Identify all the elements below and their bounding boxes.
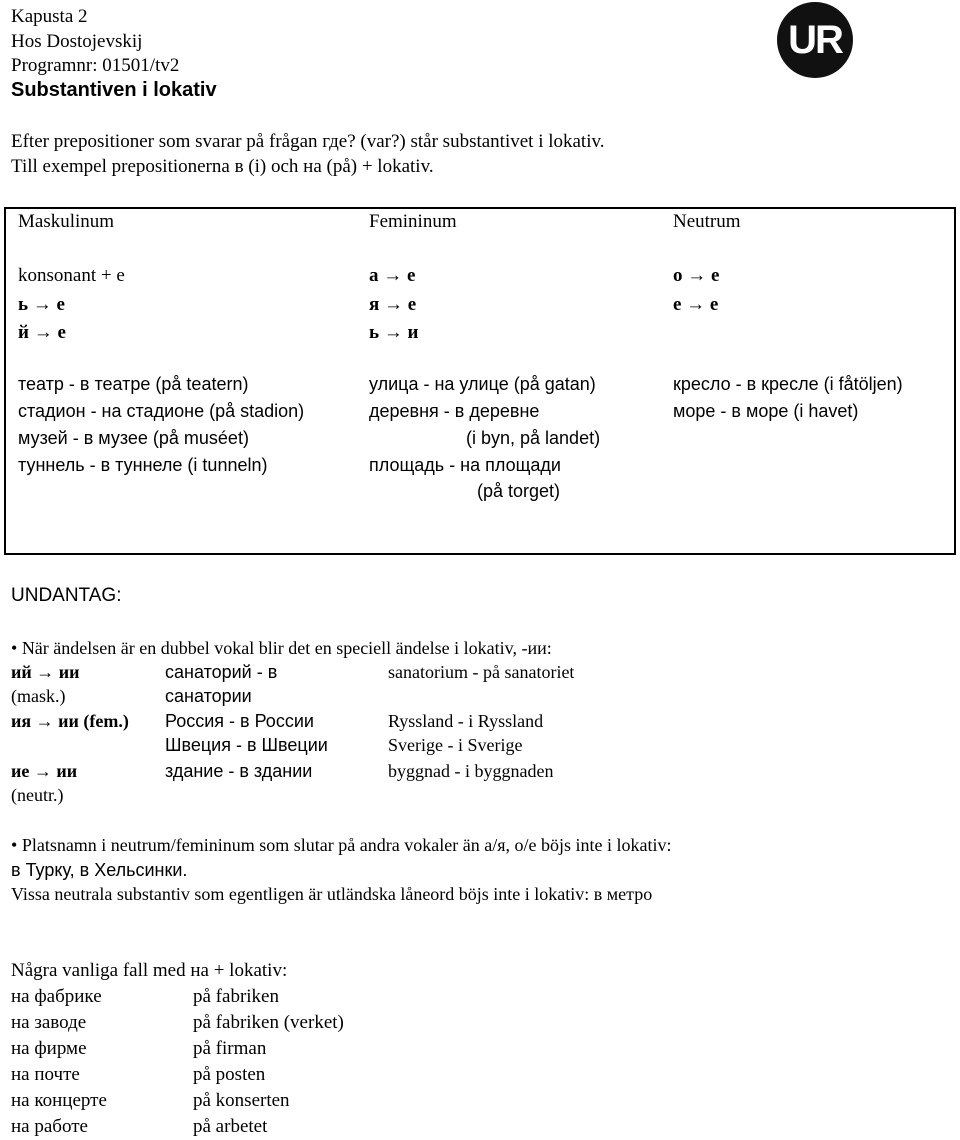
- fem-example: улица - на улице (på gatan): [369, 374, 596, 394]
- common-ru: на заводе: [11, 1012, 87, 1033]
- common-sv: på firman: [193, 1038, 267, 1059]
- exc-swedish: Ryssland - i Ryssland: [388, 711, 544, 731]
- header-femininum: Femininum: [369, 211, 457, 232]
- masc-example: стадион - на стадионе (på stadion): [18, 401, 305, 421]
- fem-rule: а → е: [369, 265, 416, 286]
- fem-rule: я → е: [369, 294, 417, 315]
- neut-rule: о → е: [673, 265, 720, 286]
- exc-russian: Швеция - в Швеции: [165, 735, 328, 755]
- fem-example: (på torget): [477, 481, 561, 501]
- fem-example: деревня - в деревне: [369, 401, 540, 421]
- masc-rule: konsonant + е: [18, 265, 125, 286]
- neut-example: кресло - в кресле (i fåtöljen): [673, 374, 903, 394]
- exceptions-title: UNDANTAG:: [11, 585, 122, 606]
- common-ru: на почте: [11, 1064, 80, 1085]
- masc-rule: ь → е: [18, 294, 65, 315]
- masc-example: театр - в театре (på teatern): [18, 374, 249, 394]
- masc-example: музей - в музее (på muséet): [18, 428, 249, 448]
- common-ru: на концерте: [11, 1090, 107, 1111]
- fem-rule: ь → и: [369, 322, 419, 343]
- header-maskulinum: Maskulinum: [18, 211, 115, 232]
- ur-logo: UR: [777, 2, 853, 78]
- common-sv: på posten: [193, 1064, 266, 1085]
- header-neutrum: Neutrum: [673, 211, 741, 232]
- neut-example: море - в море (i havet): [673, 401, 859, 421]
- exc-russian: здание - в здании: [165, 761, 313, 781]
- common-sv: på fabriken: [193, 986, 279, 1007]
- exc-swedish: byggnad - i byggnaden: [388, 761, 554, 781]
- header-line-2: Hos Dostojevskij: [11, 31, 143, 52]
- common-sv: på konserten: [193, 1090, 290, 1111]
- exc-rule: ий → ии: [11, 662, 80, 682]
- exc-swedish: Sverige - i Sverige: [388, 735, 523, 755]
- exc-rule-note: (neutr.): [11, 785, 64, 805]
- exc-rule: ия → ии (fem.): [11, 711, 129, 731]
- intro-line-2: Till exempel prepositionerna в (i) och на (på) + lokativ.: [11, 156, 434, 177]
- exceptions-bullet-1: • När ändelsen är en dubbel vokal blir det en speciell ändelse i lokativ, -ии:: [11, 636, 552, 660]
- common-sv: på fabriken (verket): [193, 1012, 344, 1033]
- common-ru: на фабрике: [11, 986, 102, 1007]
- common-ru: на фирме: [11, 1038, 87, 1059]
- masc-rule: й → е: [18, 322, 66, 343]
- exc-russian: санатории: [165, 686, 252, 706]
- common-title: Några vanliga fall med на + lokativ:: [11, 960, 288, 981]
- exc-russian: Россия - в России: [165, 711, 314, 731]
- exceptions-bullet-2: • Platsnamn i neutrum/femininum som slutar på andra vokaler än а/я, о/е böjs inte i lokativ:: [11, 833, 671, 857]
- exc-russian: санаторий - в: [165, 662, 278, 682]
- exc-swedish: sanatorium - på sanatoriet: [388, 662, 575, 682]
- header-line-1: Kapusta 2: [11, 6, 88, 27]
- loanword-note: Vissa neutrala substantiv som egentligen är utländska låneord böjs inte i lokativ: в метро: [11, 884, 653, 904]
- place-name-examples: в Турку, в Хельсинки.: [11, 860, 188, 880]
- fem-example: (i byn, på landet): [466, 428, 601, 448]
- masc-example: туннель - в туннеле (i tunneln): [18, 455, 268, 475]
- neut-rule: е → е: [673, 294, 719, 315]
- exc-rule-note: (mask.): [11, 686, 66, 706]
- fem-example: площадь - на площади: [369, 455, 561, 475]
- page-title: Substantiven i lokativ: [11, 79, 217, 101]
- intro-line-1: Efter prepositioner som svarar på frågan где? (var?) står substantivet i lokativ.: [11, 131, 605, 152]
- header-line-3: Programnr: 01501/tv2: [11, 55, 180, 76]
- exc-rule: ие → ии: [11, 761, 78, 781]
- common-ru: на работе: [11, 1116, 88, 1137]
- common-sv: på arbetet: [193, 1116, 268, 1137]
